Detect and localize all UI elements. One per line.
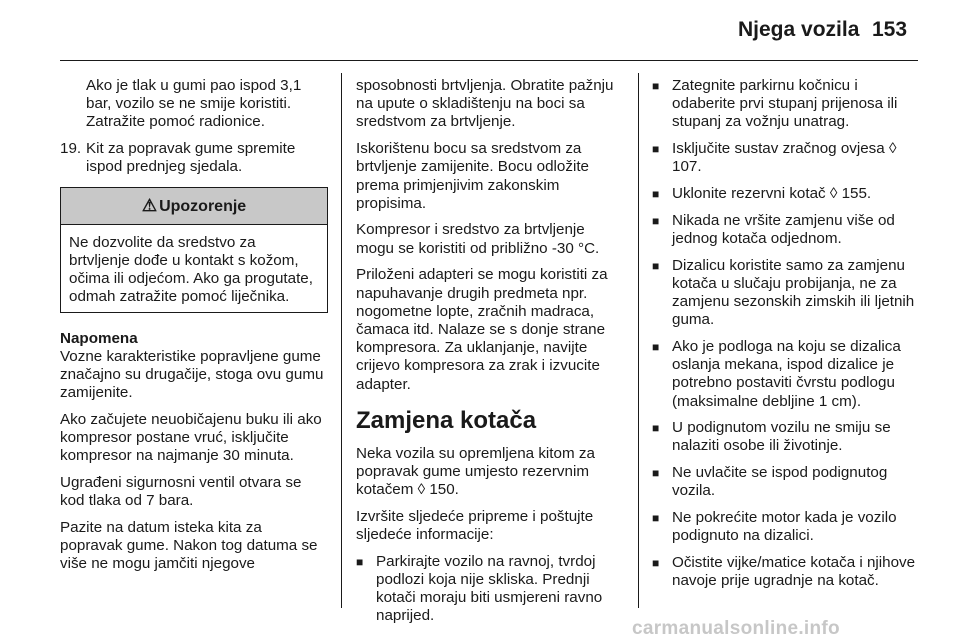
list-item xyxy=(652,509,920,545)
list-item-text: U podignutom vozilu ne smiju se nalaziti osobe ili životinje. xyxy=(672,419,891,455)
warning-title: Upozorenje xyxy=(159,197,247,215)
paragraph: Iskorištenu bocu sa sredstvom za brtvljenje zamijenite. Bocu odložite prema primjenjivim zakonskim propisima. xyxy=(356,140,589,212)
section-heading: Zamjena kotača xyxy=(356,406,537,434)
header-rule xyxy=(60,60,918,61)
warning-icon: ⚠ xyxy=(141,195,158,215)
watermark: carmanualsonline.info xyxy=(632,618,840,639)
note-paragraph: Vozne karakteristike popravljene gume značajno su drugačije, stoga ovu gumu zamijenite. xyxy=(60,347,324,402)
list-item-text: Isključite sustav zračnog ovjesa ◊ 107. xyxy=(672,140,897,176)
list-item-text: Očistite vijke/matice kotača i njihove navoje prije ugradnje na kotač. xyxy=(672,553,916,590)
list-item-text: Ako je podloga na koju se dizalica oslanja mekana, ispod dizalice je potrebno postaviti čvrstu podlogu (maksimalne debljine 1 cm). xyxy=(672,337,901,410)
paragraph: sposobnosti brtvljenja. Obratite pažnju na upute o skladištenju na boci sa sredstvom za brtvljenje. xyxy=(356,77,614,131)
bullet-icon: ■ xyxy=(652,187,660,202)
list-item-text: Nikada ne vršite zamjenu više od jednog kotača odjednom. xyxy=(672,211,895,247)
list-item-text: Ne uvlačite se ispod podignutog vozila. xyxy=(672,464,888,500)
bullet-list xyxy=(652,77,920,590)
step-text: Kit za popravak gume spremite ispod prednjeg sjedala. xyxy=(86,140,296,176)
column-divider xyxy=(341,73,342,608)
note-paragraph: Ako začujete neuobičajenu buku ili ako kompresor postane vruć, isključite kompresor na najmanje 30 minuta. xyxy=(60,410,322,465)
list-item-text: Dizalicu koristite samo za zamjenu kotača u slučaju probijanja, ne za zamjenu sezonskih zimskih ili ljetnih guma. xyxy=(672,256,915,329)
list-item xyxy=(652,338,920,411)
paragraph: Izvršite sljedeće pripreme i poštujte sljedeće informacije: xyxy=(356,507,594,544)
list-item xyxy=(356,553,626,626)
list-item xyxy=(652,554,920,590)
continued-paragraph: Ako je tlak u gumi pao ispod 3,1 bar, vozilo se ne smije koristiti. Zatražite pomoć radionice. xyxy=(86,77,302,131)
paragraph: Neka vozila su opremljena kitom za popravak gume umjesto rezervnim kotačem ◊ 150. xyxy=(356,444,595,499)
bullet-icon: ■ xyxy=(652,142,660,157)
list-item xyxy=(652,257,920,330)
warning-body: Ne dozvolite da sredstvo za brtvljenje dođe u kontakt s kožom, očima ili odjećom. Ako ga progutate, odmah zatražite pomoć liječnika. xyxy=(69,233,313,306)
bullet-icon: ■ xyxy=(652,555,660,570)
bullet-icon: ■ xyxy=(652,466,660,481)
paragraph: Priloženi adapteri se mogu koristiti za napuhavanje drugih predmeta npr. nogometne lopte, zračnih madraca, čamaca itd. Nalaze se s donje strane kompresora. Za uklanjanje, navijte crijevo kompresora za zrak i izvucite adapter. xyxy=(356,266,608,393)
bullet-icon: ■ xyxy=(652,79,660,93)
note-paragraph: Pazite na datum isteka kita za popravak gume. Nakon tog datuma se više ne mogu jamčiti njegove xyxy=(60,518,318,573)
column-3 xyxy=(652,77,920,599)
bullet-icon: ■ xyxy=(652,511,660,526)
list-item-text: Ne pokrećite motor kada je vozilo podignuto na dizalici. xyxy=(672,509,897,545)
bullet-icon: ■ xyxy=(652,421,660,436)
column-1 xyxy=(60,77,328,582)
list-item xyxy=(652,77,920,132)
page-number: 153 xyxy=(872,18,908,41)
bullet-icon: ■ xyxy=(652,213,660,228)
list-item-text: Zategnite parkirnu kočnicu i odaberite prvi stupanj prijenosa ili stupanj za vožnju unatrag. xyxy=(672,77,898,131)
header-title: Njega vozila xyxy=(738,18,860,41)
bullet-icon: ■ xyxy=(652,339,660,354)
warning-box xyxy=(60,187,328,313)
list-item xyxy=(652,185,920,203)
step-19 xyxy=(60,140,328,176)
note-label: Napomena xyxy=(60,329,138,347)
note-paragraph: Ugrađeni sigurnosni ventil otvara se kod tlaka od 7 bara. xyxy=(60,473,302,510)
paragraph: Kompresor i sredstvo za brtvljenje mogu se koristiti od približno -30 °C. xyxy=(356,221,600,257)
list-item-text: Uklonite rezervni kotač ◊ 155. xyxy=(672,185,872,203)
column-2 xyxy=(356,77,626,634)
bullet-icon: ■ xyxy=(356,554,364,569)
column-divider xyxy=(638,73,639,608)
list-item xyxy=(652,140,920,176)
step-number: 19. xyxy=(60,140,82,158)
list-item xyxy=(652,212,920,248)
list-item-text: Parkirajte vozilo na ravnoj, tvrdoj podlozi koja nije skliska. Prednji kotači moraju biti usmjereni ravno naprijed. xyxy=(376,552,603,625)
list-item xyxy=(652,464,920,500)
bullet-list xyxy=(356,553,626,626)
list-item xyxy=(652,419,920,455)
warning-header xyxy=(61,188,327,225)
bullet-icon: ■ xyxy=(652,258,660,273)
